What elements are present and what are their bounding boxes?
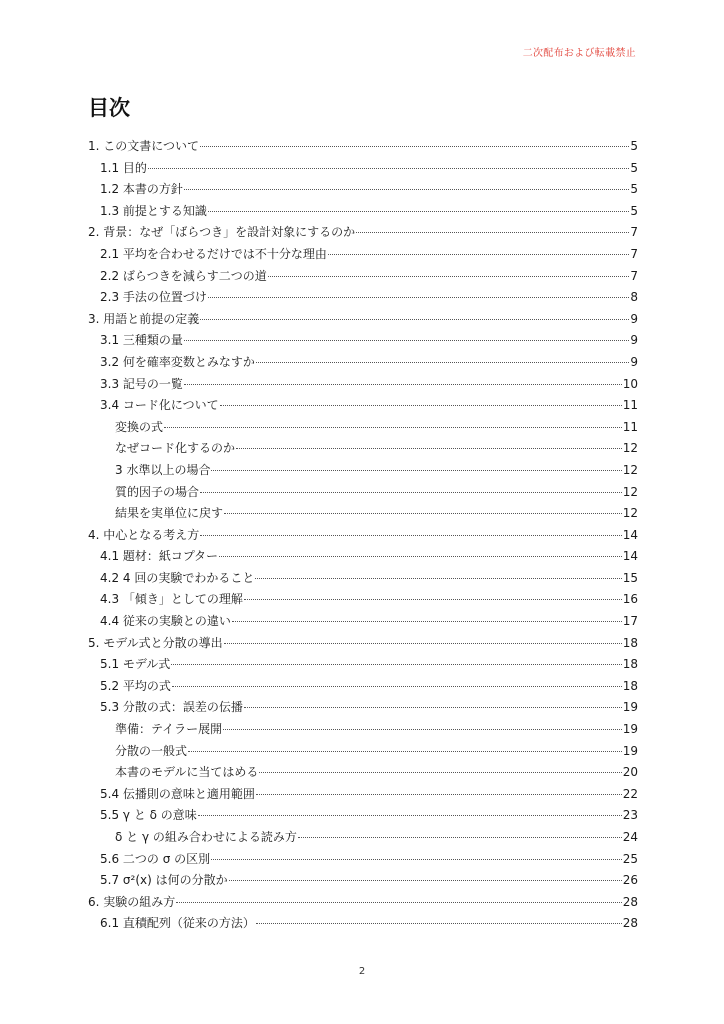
toc-entry-page: 9 bbox=[630, 311, 638, 326]
toc-entry[interactable] bbox=[88, 222, 638, 244]
toc-entry-page: 20 bbox=[622, 765, 638, 780]
toc-entry-page: 7 bbox=[630, 225, 638, 240]
toc-entry-page: 8 bbox=[630, 290, 638, 305]
toc-entry-page: 7 bbox=[630, 268, 638, 283]
dot-leader bbox=[208, 211, 629, 212]
toc-entry-page: 25 bbox=[622, 851, 638, 866]
toc-entry-label: 3 水準以上の場合 bbox=[115, 462, 211, 477]
toc-entry-label: 準備：テイラー展開 bbox=[115, 722, 223, 737]
toc-entry[interactable] bbox=[88, 870, 638, 892]
toc-entry-page: 5 bbox=[630, 160, 638, 175]
toc-entry[interactable] bbox=[88, 654, 638, 676]
dot-leader bbox=[256, 362, 629, 363]
toc-entry-page: 12 bbox=[622, 506, 638, 521]
toc-entry[interactable] bbox=[88, 352, 638, 374]
toc-entry[interactable] bbox=[88, 460, 638, 482]
table-of-contents bbox=[88, 136, 638, 935]
toc-entry-page: 26 bbox=[622, 873, 638, 888]
toc-entry-label: 4. 中心となる考え方 bbox=[88, 527, 200, 542]
toc-entry-page: 24 bbox=[622, 830, 638, 844]
page-title: 目次 bbox=[88, 96, 130, 120]
toc-entry-page: 14 bbox=[622, 527, 638, 542]
dot-leader bbox=[268, 276, 630, 277]
toc-entry-page: 5 bbox=[630, 203, 638, 218]
dot-leader bbox=[211, 470, 621, 471]
toc-entry-label: 質的因子の場合 bbox=[115, 484, 200, 499]
toc-entry-page: 11 bbox=[622, 398, 638, 413]
toc-entry[interactable] bbox=[88, 546, 638, 568]
toc-entry-page: 19 bbox=[622, 743, 638, 758]
toc-entry-label: 5.5 γ と δ の意味 bbox=[100, 808, 197, 823]
toc-entry[interactable] bbox=[88, 849, 638, 871]
toc-entry[interactable] bbox=[88, 805, 638, 827]
toc-entry-page: 22 bbox=[622, 786, 638, 801]
toc-entry-page: 5 bbox=[630, 182, 638, 197]
toc-entry[interactable] bbox=[88, 697, 638, 719]
toc-entry-label: 6. 実験の組み方 bbox=[88, 894, 176, 909]
toc-entry-label: 2.3 手法の位置づけ bbox=[100, 290, 207, 305]
toc-entry[interactable] bbox=[88, 741, 638, 763]
toc-entry-page: 17 bbox=[622, 614, 638, 629]
toc-entry-label: 4.4 従来の実験との違い bbox=[100, 614, 231, 629]
toc-entry-page: 10 bbox=[622, 376, 638, 391]
toc-entry[interactable] bbox=[88, 438, 638, 460]
toc-entry-label: 5.6 二つの σ の区別 bbox=[100, 851, 211, 866]
toc-entry[interactable] bbox=[88, 179, 638, 201]
dot-leader bbox=[171, 664, 621, 665]
toc-entry-page: 5 bbox=[630, 139, 638, 153]
toc-entry-page: 14 bbox=[622, 549, 638, 564]
toc-entry[interactable] bbox=[88, 525, 638, 547]
toc-entry[interactable] bbox=[88, 913, 638, 935]
dot-leader bbox=[188, 751, 622, 752]
toc-entry[interactable] bbox=[88, 482, 638, 504]
dot-leader bbox=[172, 686, 622, 687]
toc-entry-label: δ と γ の組み合わせによる読み方 bbox=[115, 830, 297, 844]
toc-entry-label: 3. 用語と前提の定義 bbox=[88, 311, 200, 326]
toc-entry-page: 19 bbox=[622, 722, 638, 737]
toc-entry-label: 1.2 本書の方針 bbox=[100, 182, 183, 197]
toc-entry-label: 3.4 コード化について bbox=[100, 398, 219, 413]
toc-entry[interactable] bbox=[88, 374, 638, 396]
toc-entry[interactable] bbox=[88, 676, 638, 698]
dot-leader bbox=[244, 707, 622, 708]
toc-entry-page: 23 bbox=[622, 808, 638, 823]
dot-leader bbox=[176, 902, 621, 903]
toc-entry[interactable] bbox=[88, 244, 638, 266]
toc-entry-label: 分散の一般式 bbox=[115, 743, 188, 758]
toc-entry[interactable] bbox=[88, 892, 638, 914]
page-number: 2 bbox=[358, 966, 366, 977]
toc-entry[interactable] bbox=[88, 201, 638, 223]
dot-leader bbox=[184, 384, 622, 385]
toc-entry[interactable] bbox=[88, 266, 638, 288]
toc-entry[interactable] bbox=[88, 503, 638, 525]
toc-entry-label: 結果を実単位に戻す bbox=[115, 506, 224, 521]
dot-leader bbox=[184, 340, 629, 341]
toc-entry-label: 5. モデル式と分散の導出 bbox=[88, 635, 223, 650]
toc-entry[interactable] bbox=[88, 395, 638, 417]
dot-leader bbox=[259, 772, 621, 773]
dot-leader bbox=[298, 837, 622, 838]
toc-entry[interactable] bbox=[88, 309, 638, 331]
toc-entry-label: 2. 背景：なぜ「ばらつき」を設計対象にするのか bbox=[88, 225, 356, 240]
toc-entry-label: 6.1 直積配列（従来の方法） bbox=[100, 916, 255, 931]
toc-entry-label: 1.1 目的 bbox=[100, 160, 147, 175]
redistribution-notice: 二次配布および転載禁止 bbox=[522, 48, 636, 59]
toc-entry-label: 4.3 「傾き」としての理解 bbox=[100, 592, 243, 607]
toc-entry-label: 5.4 伝播則の意味と適用範囲 bbox=[100, 786, 255, 801]
dot-leader bbox=[236, 448, 622, 449]
dot-leader bbox=[224, 513, 622, 514]
dot-leader bbox=[208, 297, 629, 298]
dot-leader bbox=[244, 599, 622, 600]
dot-leader bbox=[200, 535, 621, 536]
toc-entry[interactable] bbox=[88, 611, 638, 633]
dot-leader bbox=[200, 492, 622, 493]
dot-leader bbox=[229, 880, 622, 881]
toc-entry-label: 5.7 σ²(x) は何の分散か bbox=[100, 873, 228, 888]
toc-entry-label: 3.3 記号の一覧 bbox=[100, 376, 183, 391]
toc-entry-label: 3.2 何を確率変数とみなすか bbox=[100, 354, 255, 369]
dot-leader bbox=[220, 405, 622, 406]
toc-entry-page: 9 bbox=[630, 354, 638, 369]
toc-entry-label: 3.1 三種類の量 bbox=[100, 333, 183, 348]
dot-leader bbox=[223, 729, 622, 730]
toc-entry[interactable] bbox=[88, 158, 638, 180]
toc-entry-label: 4.2 4 回の実験でわかること bbox=[100, 570, 255, 585]
toc-entry-label: 1.3 前提とする知識 bbox=[100, 203, 207, 218]
toc-entry-label: 5.1 モデル式 bbox=[100, 657, 171, 672]
toc-entry[interactable] bbox=[88, 330, 638, 352]
dot-leader bbox=[219, 556, 622, 557]
toc-entry-label: 5.2 平均の式 bbox=[100, 678, 171, 693]
toc-entry[interactable] bbox=[88, 827, 638, 849]
toc-entry-label: 4.1 題材：紙コプター bbox=[100, 549, 219, 564]
dot-leader bbox=[164, 427, 622, 428]
toc-entry-page: 12 bbox=[622, 441, 638, 456]
toc-entry[interactable] bbox=[88, 287, 638, 309]
dot-leader bbox=[256, 923, 622, 924]
toc-entry-page: 28 bbox=[622, 916, 638, 931]
dot-leader bbox=[232, 621, 622, 622]
toc-entry-label: 本書のモデルに当てはめる bbox=[115, 765, 259, 780]
dot-leader bbox=[200, 146, 629, 147]
toc-entry[interactable] bbox=[88, 136, 638, 158]
dot-leader bbox=[211, 859, 622, 860]
dot-leader bbox=[224, 643, 622, 644]
toc-entry-label: 2.2 ばらつきを減らす二つの道 bbox=[100, 268, 267, 283]
toc-entry-page: 15 bbox=[622, 570, 638, 585]
dot-leader bbox=[200, 319, 629, 320]
toc-entry-page: 18 bbox=[622, 635, 638, 650]
dot-leader bbox=[198, 815, 622, 816]
toc-entry-label: 1. この文書について bbox=[88, 139, 200, 153]
dot-leader bbox=[184, 189, 629, 190]
toc-entry-page: 12 bbox=[622, 462, 638, 477]
toc-entry-label: 2.1 平均を合わせるだけでは不十分な理由 bbox=[100, 246, 327, 261]
dot-leader bbox=[148, 168, 629, 169]
toc-entry[interactable] bbox=[88, 417, 638, 439]
toc-entry[interactable] bbox=[88, 762, 638, 784]
toc-entry[interactable] bbox=[88, 719, 638, 741]
dot-leader bbox=[255, 578, 621, 579]
toc-entry-label: 5.3 分散の式：誤差の伝播 bbox=[100, 700, 243, 715]
toc-entry-page: 11 bbox=[622, 419, 638, 434]
dot-leader bbox=[356, 232, 629, 233]
toc-entry-page: 12 bbox=[622, 484, 638, 499]
toc-entry[interactable] bbox=[88, 568, 638, 590]
toc-entry[interactable] bbox=[88, 784, 638, 806]
toc-entry-page: 18 bbox=[622, 678, 638, 693]
dot-leader bbox=[328, 254, 629, 255]
toc-entry-page: 18 bbox=[622, 657, 638, 672]
toc-entry[interactable] bbox=[88, 589, 638, 611]
toc-entry-page: 16 bbox=[622, 592, 638, 607]
toc-entry-page: 19 bbox=[622, 700, 638, 715]
toc-entry-page: 28 bbox=[622, 894, 638, 909]
toc-entry-label: 変換の式 bbox=[115, 419, 164, 434]
toc-entry-page: 7 bbox=[630, 246, 638, 261]
toc-entry-label: なぜコード化するのか bbox=[115, 441, 236, 456]
toc-entry[interactable] bbox=[88, 633, 638, 655]
toc-entry-page: 9 bbox=[630, 333, 638, 348]
dot-leader bbox=[256, 794, 622, 795]
